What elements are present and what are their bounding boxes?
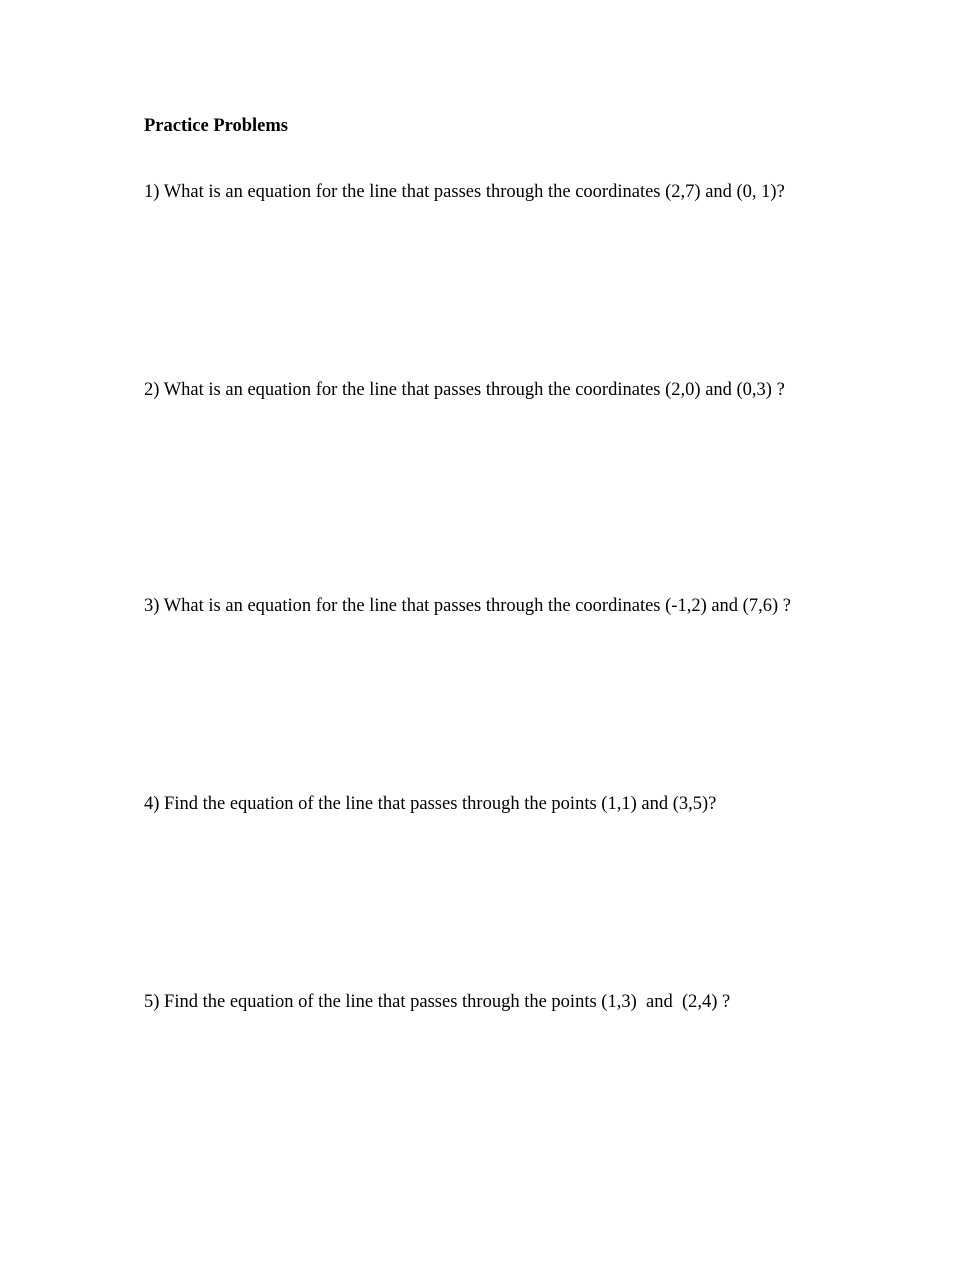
problem-4: 4) Find the equation of the line that passes through the points (1,1) and (3,5)? [144,794,717,814]
page-title: Practice Problems [144,116,288,136]
problem-3: 3) What is an equation for the line that passes through the coordinates (-1,2) and (7,6) ? [144,596,791,616]
problem-2: 2) What is an equation for the line that passes through the coordinates (2,0) and (0,3) ? [144,380,785,400]
problem-5: 5) Find the equation of the line that passes through the points (1,3) and (2,4) ? [144,992,731,1012]
problem-1: 1) What is an equation for the line that passes through the coordinates (2,7) and (0, 1)? [144,182,785,202]
